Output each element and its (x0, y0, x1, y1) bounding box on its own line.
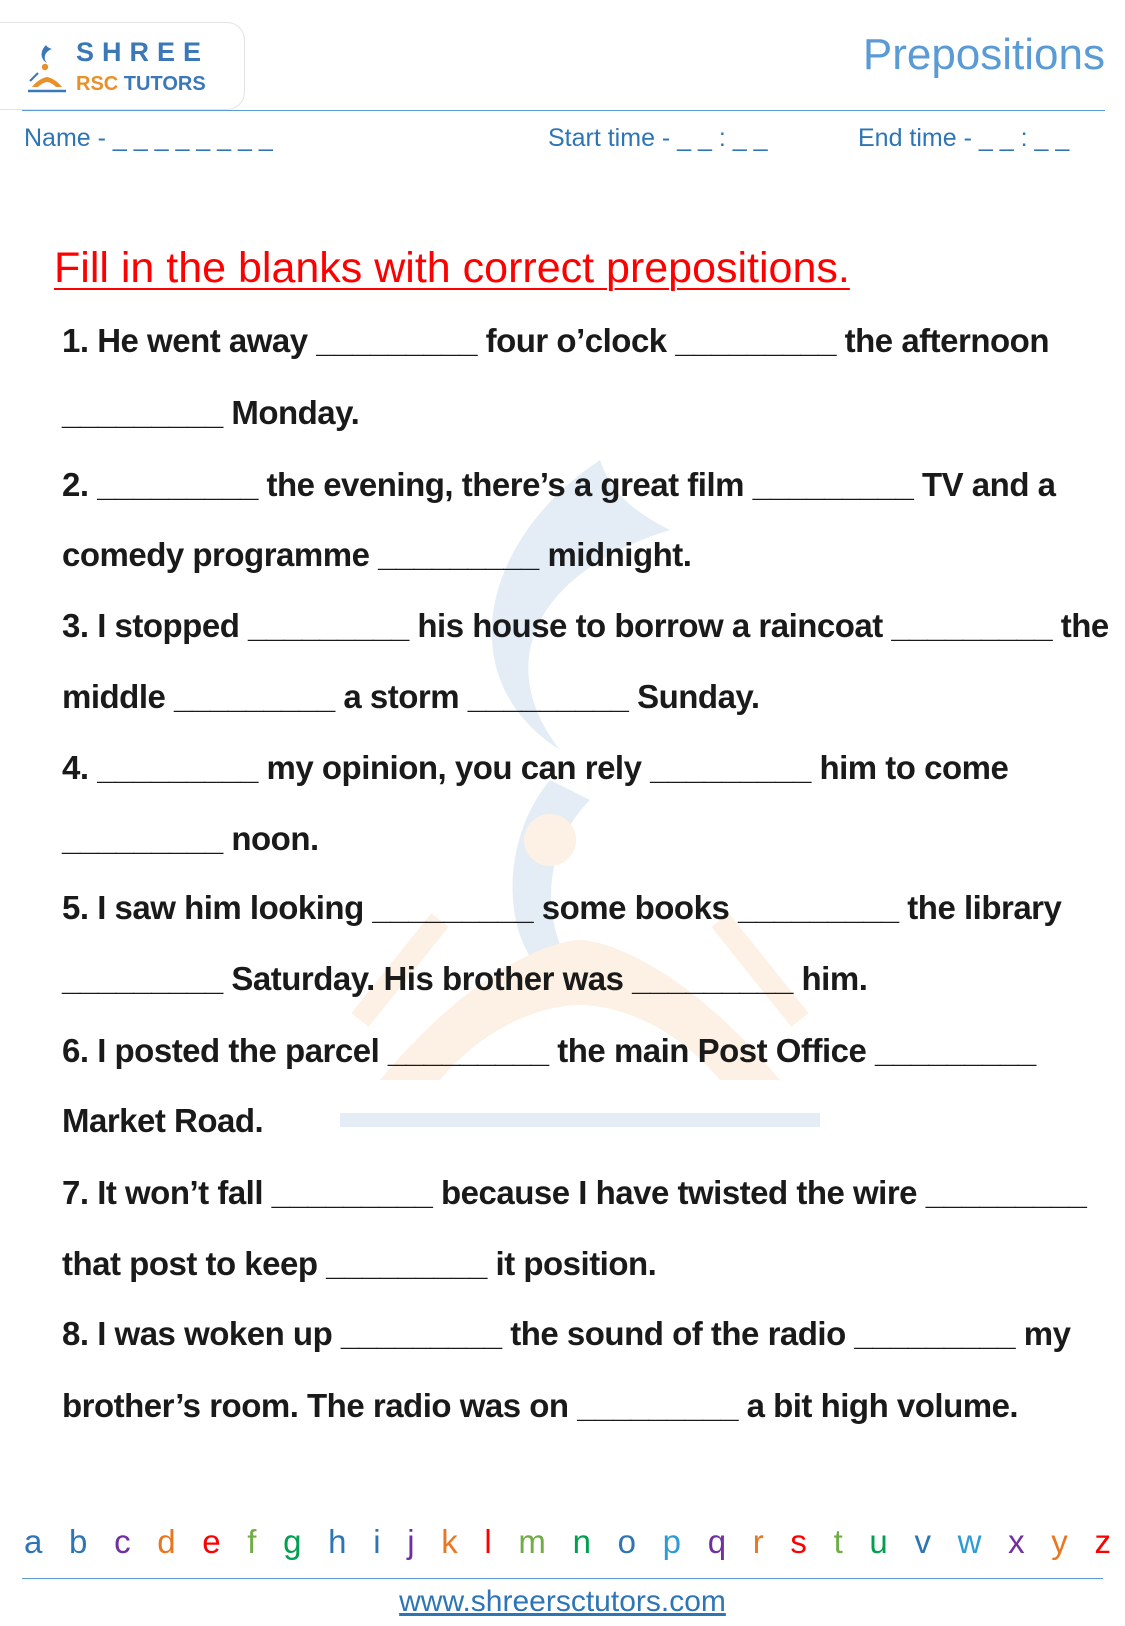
question-line: _________ Saturday. His brother was _________ him. (62, 960, 868, 997)
alphabet-letter: l (484, 1523, 492, 1560)
alphabet-letter: g (283, 1523, 302, 1560)
alphabet-letter: k (441, 1523, 458, 1560)
alphabet-letter: s (790, 1523, 807, 1560)
alphabet-letter: d (157, 1523, 176, 1560)
alphabet-letter: h (328, 1523, 347, 1560)
alphabet-letter: m (518, 1523, 546, 1560)
alphabet-letter: o (617, 1523, 636, 1560)
alphabet-letter: n (572, 1523, 591, 1560)
alphabet-letter: t (833, 1523, 843, 1560)
end-time-field: End time - _ _ : _ _ (858, 124, 1070, 152)
alphabet-letter: j (407, 1523, 415, 1560)
alphabet-letter: i (373, 1523, 381, 1560)
question-line: _________ noon. (62, 820, 319, 857)
question-line: _________ Monday. (62, 394, 360, 431)
question-line: 3. I stopped _________ his house to borrow a raincoat _________ the (62, 607, 1109, 644)
alphabet-letter: q (707, 1523, 727, 1560)
instruction-heading: Fill in the blanks with correct prepositions. (54, 244, 850, 292)
question-line: brother’s room. The radio was on _________ a bit high volume. (62, 1387, 1019, 1424)
question-line: 8. I was woken up _________ the sound of the radio _________ my (62, 1315, 1071, 1352)
question-line: that post to keep _________ it position. (62, 1245, 657, 1282)
alphabet-letter: a (24, 1523, 43, 1560)
alphabet-letter: b (69, 1523, 88, 1560)
alphabet-letter: v (914, 1523, 931, 1560)
question-line: Market Road. (62, 1102, 264, 1139)
logo-rsc-tutors-text (76, 73, 206, 96)
question-line: 2. _________ the evening, there’s a great film _________ TV and a (62, 466, 1056, 503)
name-field: Name - _ _ _ _ _ _ _ _ (24, 124, 273, 152)
question-line: 4. _________ my opinion, you can rely _________ him to come (62, 749, 1009, 786)
logo-tutors-text: TUTORS (123, 73, 206, 95)
alphabet-letter: f (247, 1523, 257, 1560)
alphabet-letter: y (1051, 1523, 1068, 1560)
alphabet-letter: z (1094, 1523, 1111, 1560)
question-line: 5. I saw him looking _________ some books _________ the library (62, 889, 1062, 926)
alphabet-row (24, 1523, 1111, 1561)
header-divider (22, 110, 1105, 111)
alphabet-letter: x (1008, 1523, 1025, 1560)
website-link[interactable]: www.shreersctutors.com (399, 1585, 726, 1618)
alphabet-letter: c (114, 1523, 131, 1560)
footer-divider (22, 1578, 1103, 1579)
logo-icon (20, 37, 74, 97)
question-line: 7. It won’t fall _________ because I have twisted the wire _________ (62, 1174, 1087, 1211)
question-line: middle _________ a storm _________ Sunday. (62, 678, 760, 715)
alphabet-letter: r (752, 1523, 764, 1560)
alphabet-letter: w (957, 1523, 982, 1560)
alphabet-letter: e (202, 1523, 221, 1560)
question-line: 1. He went away _________ four o’clock _________ the afternoon (62, 322, 1049, 359)
logo (0, 22, 245, 110)
alphabet-letter: p (662, 1523, 682, 1560)
start-time-field: Start time - _ _ : _ _ (548, 124, 768, 152)
alphabet-letter: u (869, 1523, 888, 1560)
question-line: 6. I posted the parcel _________ the main Post Office _________ (62, 1032, 1036, 1069)
page-title: Prepositions (862, 30, 1105, 79)
question-line: comedy programme _________ midnight. (62, 536, 692, 573)
logo-shree-text: SHREE (76, 37, 210, 67)
logo-rsc-text: RSC (76, 73, 119, 95)
